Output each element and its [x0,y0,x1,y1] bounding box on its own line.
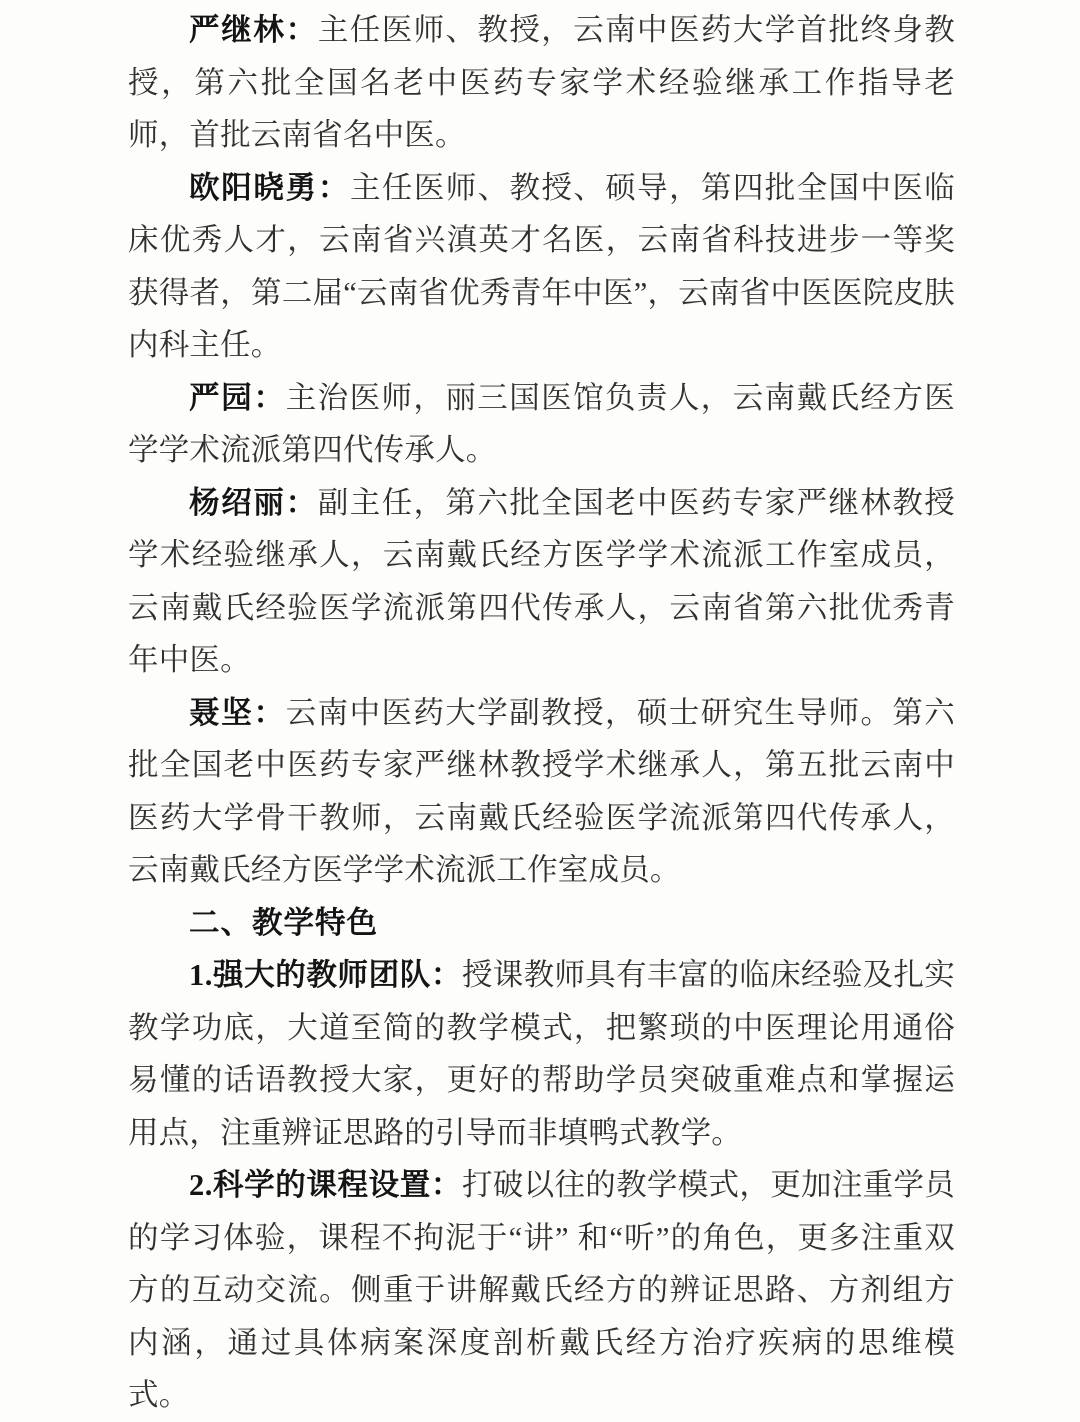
bio-text-yan-ji-lin: 主任医师、教授，云南中医药大学首批终身教授，第六批全国名老中医药专家学术经验继承工作指导老师，首批云南省名中医。 [128,13,956,152]
bio-entry-nie-jian [128,687,955,897]
bio-name-ouyang-xiao-yong: 欧阳晓勇： [189,170,351,205]
bio-text-ouyang-xiao-yong: 主任医师、教授、硕导，第四批全国中医临床优秀人才，云南省兴滇英才名医，云南省科技进步一等奖获得者，第二届“云南省优秀青年中医”，云南省中医医院皮肤内科主任。 [128,170,955,362]
section-item-text-2: 打破以往的教学模式，更加注重学员的学习体验，课程不拘泥于“讲” 和“听”的角色，更多注重双方的互动交流。侧重于讲解戴氏经方的辨证思路、方剂组方内涵，通过具体病案深度剖析戴氏经方治疗疾病的思维模式。 [128,1168,956,1412]
section-item-label-1: 1.强大的教师团队： [189,958,462,992]
bio-entry-yan-yuan [128,372,955,477]
bio-name-nie-jian: 聂坚： [189,695,286,730]
bio-text-nie-jian: 云南中医药大学副教授，硕士研究生导师。第六批全国老中医药专家严继林教授学术继承人，第五批云南中医药大学骨干教师，云南戴氏经验医学流派第四代传承人，云南戴氏经方医学学术流派工作室成员。 [128,695,956,887]
bio-text-yan-yuan: 主治医师，丽三国医馆负责人，云南戴氏经方医学学术流派第四代传承人。 [128,380,956,467]
bio-entry-yang-shao-li [128,477,955,687]
section-item-strong-teaching-team [128,949,955,1159]
bio-name-yan-ji-lin: 严继林： [189,13,318,47]
bio-name-yang-shao-li: 杨绍丽： [189,485,318,520]
bio-text-yang-shao-li: 副主任，第六批全国老中医药专家严继林教授学术经验继承人，云南戴氏经方医学学术流派工作室成员，云南戴氏经验医学流派第四代传承人，云南省第六批优秀青年中医。 [128,485,956,677]
section-item-scientific-curriculum [128,1159,955,1422]
bio-entry-yan-ji-lin [128,4,955,162]
section-heading-teaching-features: 二、教学特色 [189,905,378,940]
section-item-label-2: 2.科学的课程设置： [189,1168,462,1202]
bio-name-yan-yuan: 严园： [189,380,286,415]
bio-entry-ouyang-xiao-yong [128,162,955,372]
section-item-text-1: 授课教师具有丰富的临床经验及扎实教学功底，大道至简的教学模式，把繁琐的中医理论用通俗易懂的话语教授大家，更好的帮助学员突破重难点和掌握运用点，注重辨证思路的引导而非填鸭式教学。 [128,958,956,1150]
